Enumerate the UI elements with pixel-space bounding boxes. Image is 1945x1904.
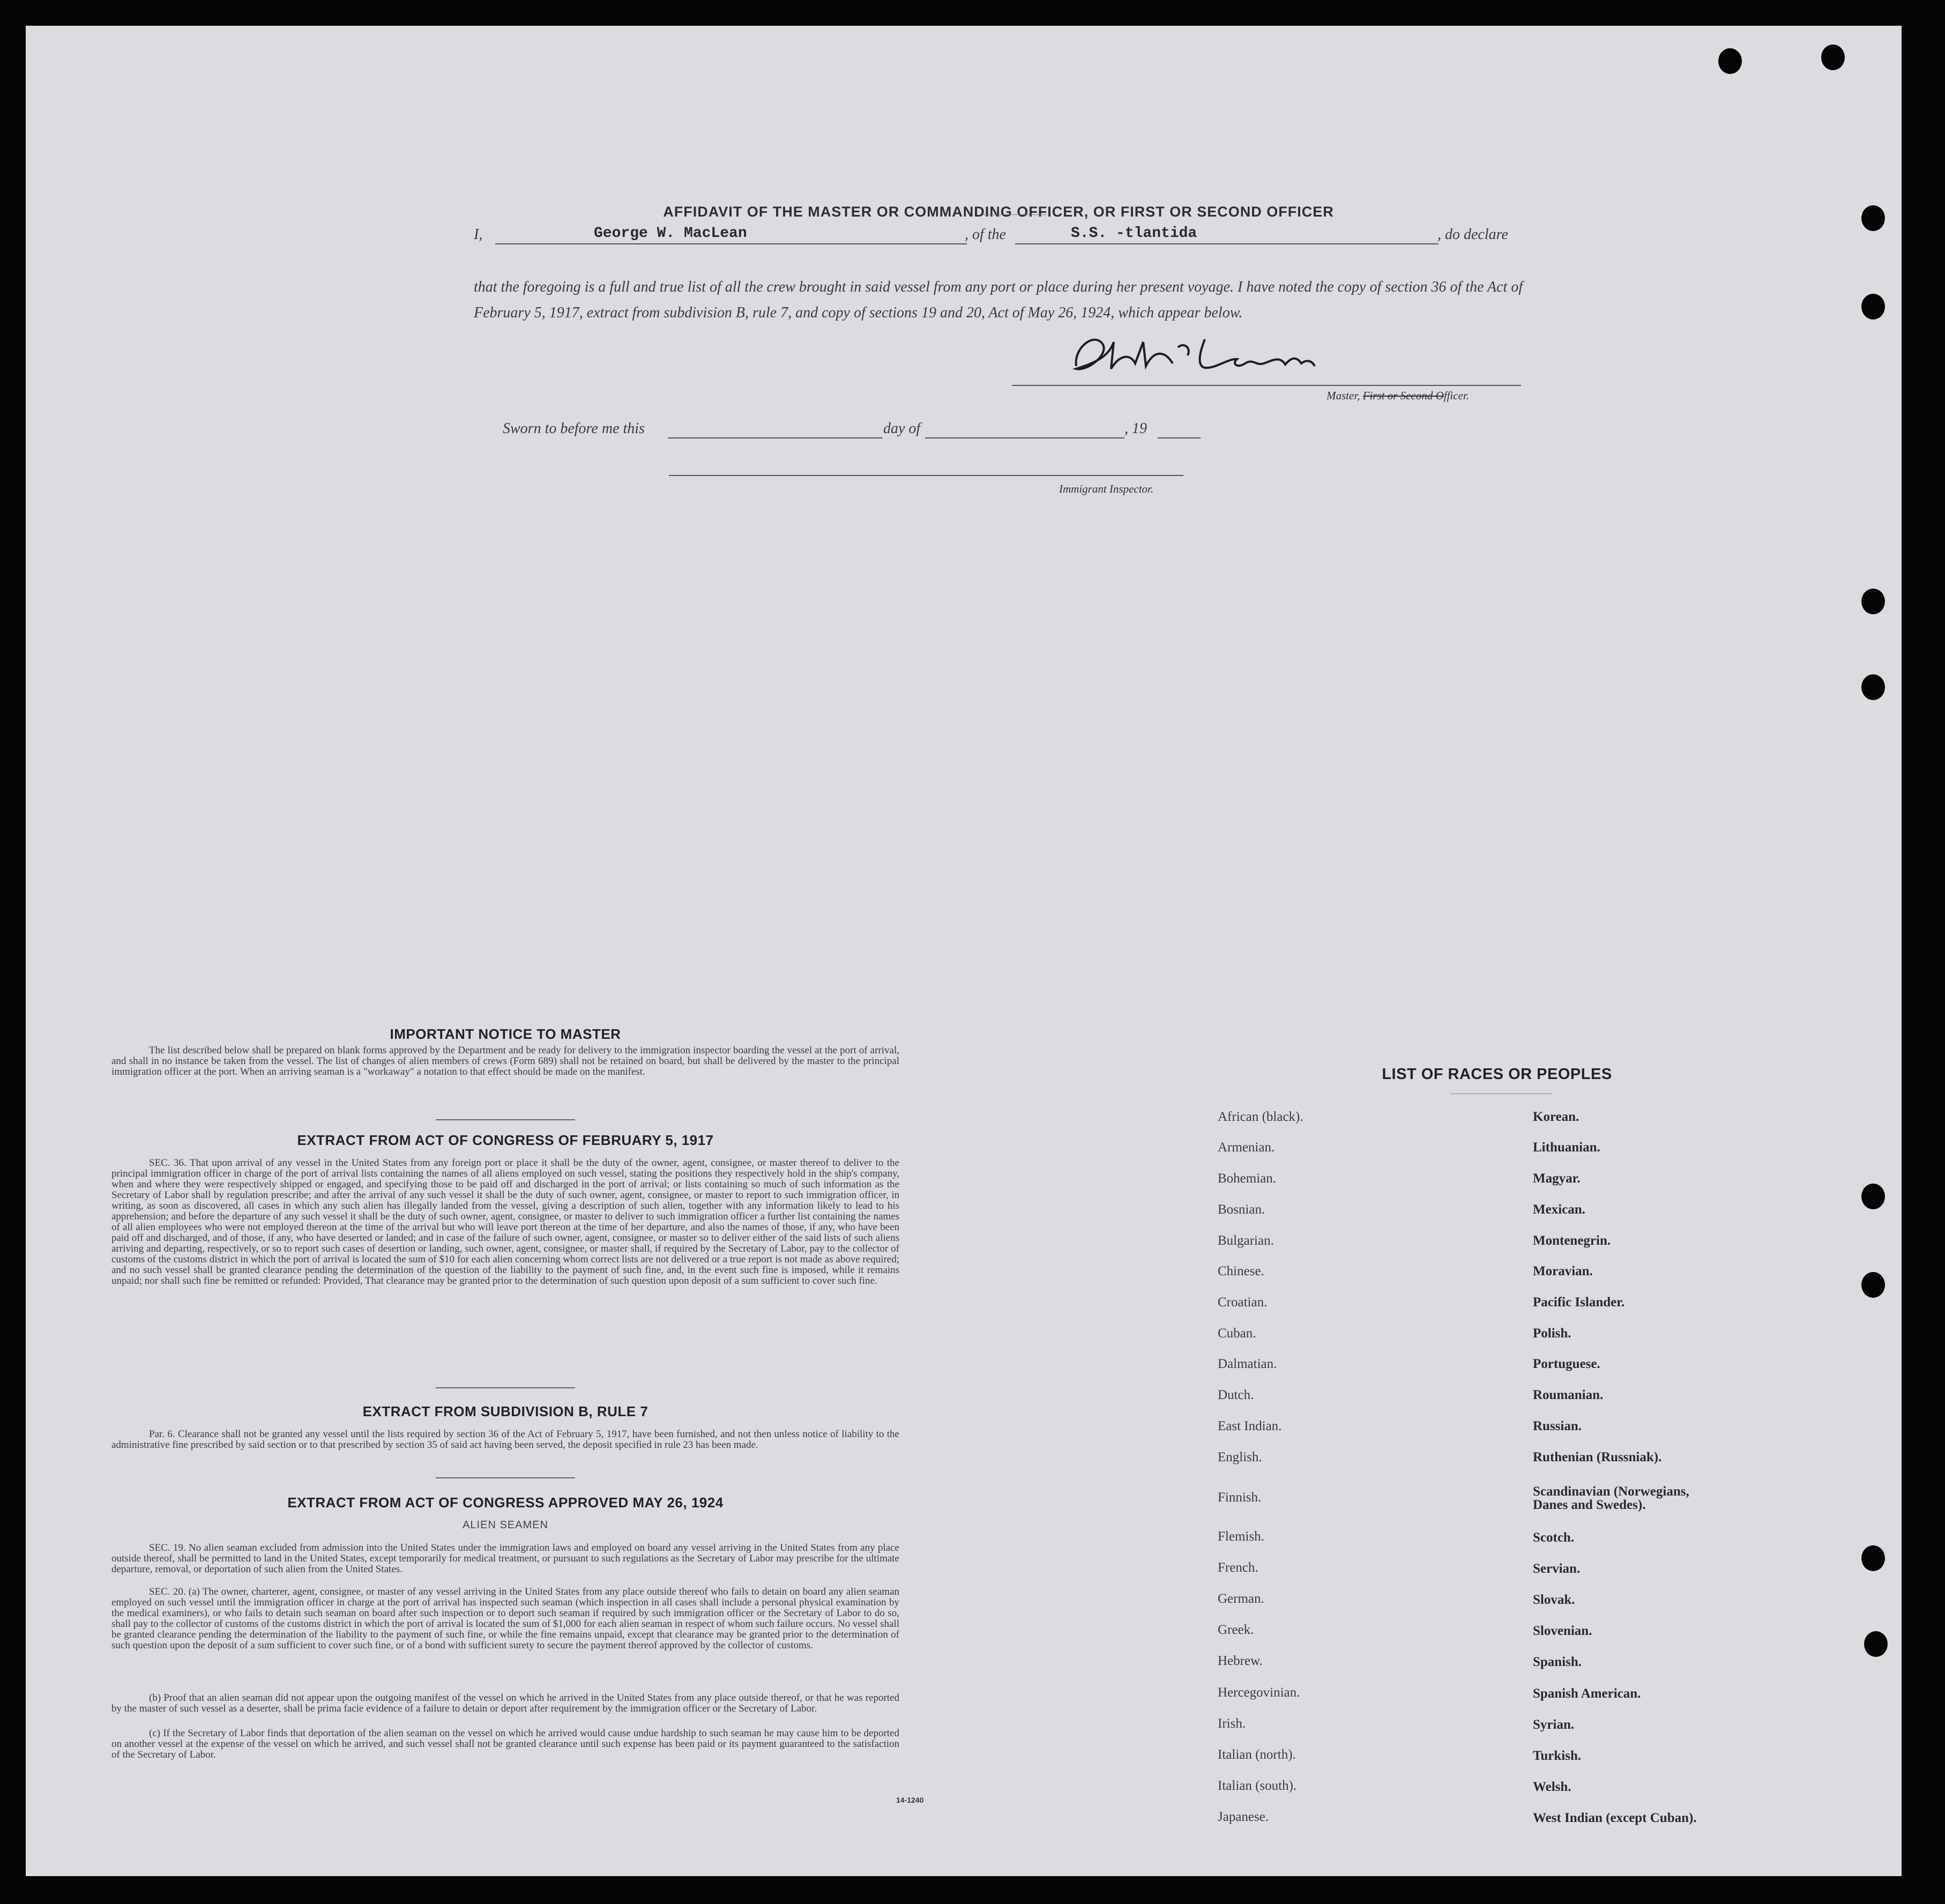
race-item: Portuguese. <box>1533 1357 1600 1371</box>
binder-hole <box>1718 48 1742 74</box>
affidavit-i-label: I, <box>474 226 483 243</box>
master-signature <box>1044 326 1387 385</box>
race-item: Flemish. <box>1218 1529 1264 1544</box>
races-title: LIST OF RACES OR PEOPLES <box>1382 1066 1612 1083</box>
race-item: Japanese. <box>1218 1810 1269 1824</box>
race-item: Slovenian. <box>1533 1624 1592 1638</box>
race-item: Cuban. <box>1218 1326 1256 1341</box>
race-item: Italian (north). <box>1218 1747 1296 1762</box>
race-item: Slovak. <box>1533 1593 1575 1607</box>
race-item: Spanish American. <box>1533 1686 1641 1701</box>
vessel-name-value: S.S. -tlantida <box>1071 225 1197 242</box>
race-item: Magyar. <box>1533 1171 1581 1186</box>
binder-hole <box>1861 589 1885 614</box>
master-name-line <box>495 243 967 244</box>
binder-hole <box>1864 1631 1888 1657</box>
race-item: Spanish. <box>1533 1655 1582 1669</box>
race-item: English. <box>1218 1450 1262 1464</box>
vessel-name-line <box>1015 243 1439 244</box>
extract-1924-sec20c: (c) If the Secretary of Labor finds that deportation of the alien seaman on the vessel on which he arrived would cause undue hardship to such seaman he may cause him to be deported on another vessel at the expense of the vessel on which he arrived, and such vessel shall not be granted clearance until such expense has been paid or its payment guaranteed to the satisfaction of the Secretary of Labor. <box>111 1728 899 1760</box>
race-item: Finnish. <box>1218 1490 1262 1505</box>
race-item: Scandinavian (Norwegians, Danes and Swedes). <box>1533 1484 1689 1512</box>
extract-1924-title: EXTRACT FROM ACT OF CONGRESS APPROVED MAY 26, 1924 <box>287 1494 724 1511</box>
race-item: Mexican. <box>1533 1202 1585 1217</box>
race-item: Roumanian. <box>1533 1388 1604 1402</box>
race-item: German. <box>1218 1591 1264 1606</box>
of-the-label: , of the <box>965 226 1006 243</box>
divider <box>436 1119 575 1120</box>
race-item: Russian. <box>1533 1419 1582 1433</box>
race-item: Chinese. <box>1218 1264 1264 1278</box>
sworn-day-line <box>668 437 882 438</box>
race-item: Turkish. <box>1533 1749 1582 1763</box>
binder-hole <box>1861 674 1885 700</box>
divider <box>436 1387 575 1388</box>
race-item: Syrian. <box>1533 1717 1575 1732</box>
extract-1924-sec20b: (b) Proof that an alien seaman did not appear upon the outgoing manifest of the vessel on which he arrived in the United States from any place outside thereof, or that he was reported by the master of such vessel as a deserter, shall be prima facie evidence of a failure to detain or deport after requirement by the immigration officer or the Secretary of Labor. <box>111 1692 899 1714</box>
race-item: Ruthenian (Russniak). <box>1533 1450 1662 1464</box>
master-name-value: George W. MacLean <box>594 225 747 242</box>
binder-hole <box>1861 1272 1885 1298</box>
inspector-line <box>669 475 1183 476</box>
title-underline <box>982 214 1047 215</box>
race-item: Italian (south). <box>1218 1779 1297 1793</box>
signature-caption <box>1327 389 1469 403</box>
race-item: Montenegrin. <box>1533 1233 1611 1248</box>
race-item: Polish. <box>1533 1326 1571 1341</box>
extract-1924-subtitle: ALIEN SEAMEN <box>463 1519 548 1531</box>
race-item: Lithuanian. <box>1533 1140 1600 1155</box>
race-item: French. <box>1218 1560 1258 1575</box>
race-item: West Indian (except Cuban). <box>1533 1811 1697 1825</box>
extract-rule7-text: Par. 6. Clearance shall not be granted any vessel until the lists required by section 36 of the Act of February 5, 1917, have been furnished, and not then unless notice of liability to the administrative fine prescribed by said section or to that prescribed by section 35 of said act having been served, the deposit specified in rule 23 has been made. <box>111 1429 899 1451</box>
signature-caption-struck: First or Second O <box>1362 389 1444 402</box>
race-item: Dutch. <box>1218 1388 1254 1402</box>
race-item: Croatian. <box>1218 1295 1268 1310</box>
inspector-caption: Immigrant Inspector. <box>1059 482 1154 495</box>
extract-1917-title: EXTRACT FROM ACT OF CONGRESS OF FEBRUARY 5, 1917 <box>297 1132 714 1148</box>
race-item: Bohemian. <box>1218 1171 1277 1186</box>
extract-1924-sec20a: SEC. 20. (a) The owner, charterer, agent, consignee, or master of any vessel arriving in the United States from any place outside thereof who fails to detain on board any alien seaman employed on such vessel until the immigration officer in charge at the port of arrival has inspected such seaman (which inspection in all cases shall include a personal physical examination by the medical examiners), or who fails to detain such seaman on board after such inspection or to deport such seaman if required by such immigration officer or the Secretary of Labor to do so, shall pay to the collector of customs of the customs district in which the port of arrival is located the sum of $1,000 for each alien seaman in respect of whom such failure occurs. No vessel shall be granted clearance pending the determination of the liability to the payment of such fine, or while the fine remains unpaid, except that clearance may be granted prior to the determination of such question upon the deposit of a sum sufficient to cover such fine, or of a bond with sufficient surety to secure the payment thereof approved by the collector of customs. <box>111 1586 899 1651</box>
sworn-label: Sworn to before me this <box>503 420 645 437</box>
sworn-month-line <box>925 437 1124 438</box>
race-item: Armenian. <box>1218 1140 1275 1155</box>
binder-hole <box>1861 1184 1885 1209</box>
document-page <box>26 26 1902 1876</box>
race-item: Bulgarian. <box>1218 1233 1274 1248</box>
divider <box>436 1477 575 1478</box>
binder-hole <box>1861 294 1885 319</box>
race-item: Hercegovinian. <box>1218 1685 1300 1700</box>
signature-caption-end: fficer. <box>1443 389 1469 402</box>
race-item: Korean. <box>1533 1110 1579 1124</box>
race-item: Bosnian. <box>1218 1202 1265 1217</box>
binder-hole <box>1821 44 1845 70</box>
signature-caption-start: Master, <box>1327 389 1363 402</box>
day-of-label: day of <box>883 420 921 437</box>
race-item: East Indian. <box>1218 1419 1282 1433</box>
affidavit-paragraph: that the foregoing is a full and true list of all the crew brought in said vessel from any port or place during her present voyage. I have noted the copy of section 36 of the Act of February 5, 1917, extract from subdivision B, rule 7, and copy of sections 19 and 20, Act of May 26, 1924, which appear below. <box>474 279 1523 321</box>
notice-text: The list described below shall be prepared on blank forms approved by the Department and be ready for delivery to the immigration inspector boarding the vessel at the port of arrival, and shall in no instance be taken from the vessel. The list of changes of alien members of crews (Form 689) shall not be retained on board, but shall be delivered by the master to the principal immigration officer at the port. When an arriving seaman is a "workaway" a notation to that effect should be made on the manifest. <box>111 1045 899 1077</box>
extract-rule7-title: EXTRACT FROM SUBDIVISION B, RULE 7 <box>362 1403 649 1419</box>
form-number: 14-1240 <box>896 1796 924 1804</box>
race-item: Greek. <box>1218 1623 1254 1637</box>
do-declare-label: , do declare <box>1437 226 1508 243</box>
race-item: Pacific Islander. <box>1533 1295 1625 1310</box>
extract-1917-text: SEC. 36. That upon arrival of any vessel in the United States from any foreign port or place it shall be the duty of the owner, agent, consignee, or master thereof to deliver to the principal immigration officer in charge of the port of arrival lists containing the names of all aliens employed on such vessel, stating the positions they respectively hold in the ship's company, when and where they were respectively shipped or engaged, and specifying those to be paid off and discharged in the port of arrival; or lists containing so much of such information as the Secretary of Labor shall by regulation prescribe; and after the arrival of any such vessel it shall be the duty of such owner, agent, consignee, or master to report to such immigration officer, in writing, as soon as discovered, all cases in which any such alien has illegally landed from the vessel, giving a description of such alien, together with any information likely to lead to his apprehension; and before the departure of any such vessel it shall be the duty of such owner, agent, consignee, or master to deliver to such immigration officer a further list containing the names of all alien employees who were not employed thereon at the time of the arrival but who will leave port thereon at the time of her departure, and also the names of those, if any, who have been paid off and discharged, and of those, if any, who have deserted or landed; and in case of the failure of such owner, agent, consignee, or master so to deliver either of the said lists of such aliens arriving and departing, respectively, or so to report such cases of desertion or landing, such owner, agent, consignee, or master shall, if required by the Secretary of Labor, pay to the collector of customs of the customs district in which the port of arrival is located the sum of $10 for each alien concerning whom correct lists are not delivered or a true report is not made as above required; and no such vessel shall be granted clearance pending the determination of the question of the liability to the payment of such fine, and, in the event such fine is imposed, while it remains unpaid; nor shall such fine be remitted or refunded: Provided, That clearance may be granted prior to the determination of such question upon deposit of a sum sufficient to cover such fine. <box>111 1157 899 1286</box>
year-label: , 19 <box>1124 420 1147 437</box>
race-item: Welsh. <box>1533 1780 1571 1794</box>
race-item: Irish. <box>1218 1716 1246 1731</box>
binder-hole <box>1861 205 1885 231</box>
binder-hole <box>1861 1545 1885 1571</box>
extract-1924-sec19: SEC. 19. No alien seaman excluded from admission into the United States under the immigration laws and employed on board any vessel arriving in the United States from any place outside thereof, shall be permitted to land in the United States, except temporarily for medical treatment, or pursuant to such regulations as the Secretary of Labor may prescribe for the ultimate departure, removal, or deportation of such alien from the United States. <box>111 1542 899 1575</box>
race-item: African (black). <box>1218 1110 1303 1124</box>
race-item: Servian. <box>1533 1561 1581 1576</box>
signature-line <box>1012 385 1521 386</box>
notice-title: IMPORTANT NOTICE TO MASTER <box>390 1026 621 1042</box>
race-item: Scotch. <box>1533 1530 1575 1545</box>
race-item: Hebrew. <box>1218 1654 1263 1668</box>
affidavit-title: AFFIDAVIT OF THE MASTER OR COMMANDING OFFICER, OR FIRST OR SECOND OFFICER <box>663 204 1334 220</box>
race-item: Moravian. <box>1533 1264 1593 1278</box>
sworn-year-line <box>1158 437 1201 438</box>
race-item: Dalmatian. <box>1218 1357 1277 1371</box>
